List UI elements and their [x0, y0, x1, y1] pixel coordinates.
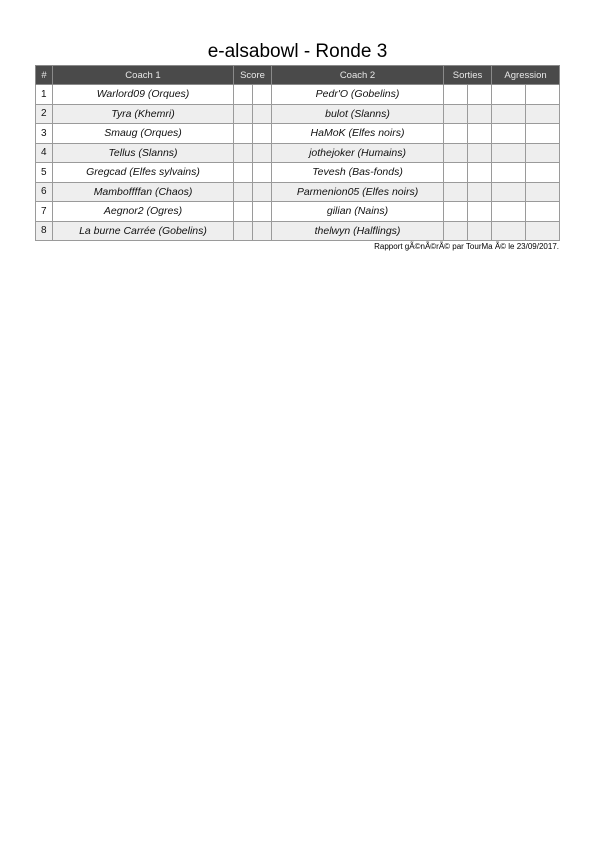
score1-cell — [234, 104, 253, 124]
agression1-cell — [492, 104, 526, 124]
table-row — [36, 182, 560, 202]
agression2-cell — [526, 202, 560, 222]
coach1-cell: Gregcad (Elfes sylvains) — [53, 163, 234, 183]
score1-cell — [234, 143, 253, 163]
agression1-cell — [492, 221, 526, 241]
page-title: e-alsabowl - Ronde 3 — [207, 41, 388, 62]
score2-cell — [253, 143, 272, 163]
coach2-cell: Parmenion05 (Elfes noirs) — [272, 182, 444, 202]
coach1-cell: Tyra (Khemri) — [53, 104, 234, 124]
match-number: 6 — [36, 182, 53, 202]
table-row — [36, 143, 560, 163]
score1-cell — [234, 85, 253, 105]
table-row — [36, 202, 560, 222]
score1-cell — [234, 221, 253, 241]
agression1-cell — [492, 85, 526, 105]
coach2-cell: bulot (Slanns) — [272, 104, 444, 124]
score2-cell — [253, 182, 272, 202]
agression2-cell — [526, 143, 560, 163]
table-row — [36, 104, 560, 124]
header-agression: Agression — [492, 66, 560, 85]
match-number: 1 — [36, 85, 53, 105]
agression2-cell — [526, 221, 560, 241]
score2-cell — [253, 163, 272, 183]
report-footer: Rapport gÃ©nÃ©rÃ© par TourMa Ã© le 23/09/2017. — [374, 242, 559, 251]
coach2-cell: gilian (Nains) — [272, 202, 444, 222]
agression2-cell — [526, 104, 560, 124]
coach2-cell: Tevesh (Bas-fonds) — [272, 163, 444, 183]
match-number: 7 — [36, 202, 53, 222]
table-row — [36, 85, 560, 105]
match-number: 4 — [36, 143, 53, 163]
coach1-cell: Smaug (Orques) — [53, 124, 234, 144]
sorties1-cell — [444, 202, 468, 222]
sorties1-cell — [444, 104, 468, 124]
coach1-cell: Tellus (Slanns) — [53, 143, 234, 163]
header-score: Score — [234, 66, 272, 85]
score1-cell — [234, 124, 253, 144]
table-row — [36, 124, 560, 144]
coach1-cell: La burne Carrée (Gobelins) — [53, 221, 234, 241]
score2-cell — [253, 85, 272, 105]
agression1-cell — [492, 202, 526, 222]
agression2-cell — [526, 85, 560, 105]
match-number: 8 — [36, 221, 53, 241]
agression1-cell — [492, 182, 526, 202]
match-number: 5 — [36, 163, 53, 183]
sorties2-cell — [468, 221, 492, 241]
sorties1-cell — [444, 163, 468, 183]
pairings-table — [35, 65, 560, 241]
header-coach2: Coach 2 — [272, 66, 444, 85]
score2-cell — [253, 104, 272, 124]
coach1-cell: Aegnor2 (Ogres) — [53, 202, 234, 222]
agression1-cell — [492, 143, 526, 163]
sorties2-cell — [468, 124, 492, 144]
score2-cell — [253, 221, 272, 241]
coach2-cell: jothejoker (Humains) — [272, 143, 444, 163]
header-coach1: Coach 1 — [53, 66, 234, 85]
coach2-cell: Pedr'O (Gobelins) — [272, 85, 444, 105]
table-header-row — [36, 66, 560, 85]
sorties1-cell — [444, 124, 468, 144]
coach1-cell: Mamboffffan (Chaos) — [53, 182, 234, 202]
sorties2-cell — [468, 202, 492, 222]
coach2-cell: HaMoK (Elfes noirs) — [272, 124, 444, 144]
score2-cell — [253, 124, 272, 144]
header-num: # — [36, 66, 53, 85]
match-number: 3 — [36, 124, 53, 144]
header-sorties: Sorties — [444, 66, 492, 85]
sorties2-cell — [468, 182, 492, 202]
score2-cell — [253, 202, 272, 222]
score1-cell — [234, 163, 253, 183]
sorties2-cell — [468, 163, 492, 183]
score1-cell — [234, 182, 253, 202]
agression1-cell — [492, 163, 526, 183]
sorties1-cell — [444, 221, 468, 241]
agression2-cell — [526, 163, 560, 183]
table-row — [36, 163, 560, 183]
agression1-cell — [492, 124, 526, 144]
sorties1-cell — [444, 143, 468, 163]
sorties2-cell — [468, 85, 492, 105]
match-number: 2 — [36, 104, 53, 124]
score1-cell — [234, 202, 253, 222]
agression2-cell — [526, 124, 560, 144]
coach2-cell: thelwyn (Halflings) — [272, 221, 444, 241]
coach1-cell: Warlord09 (Orques) — [53, 85, 234, 105]
sorties1-cell — [444, 85, 468, 105]
agression2-cell — [526, 182, 560, 202]
sorties1-cell — [444, 182, 468, 202]
table-row — [36, 221, 560, 241]
sorties2-cell — [468, 143, 492, 163]
sorties2-cell — [468, 104, 492, 124]
